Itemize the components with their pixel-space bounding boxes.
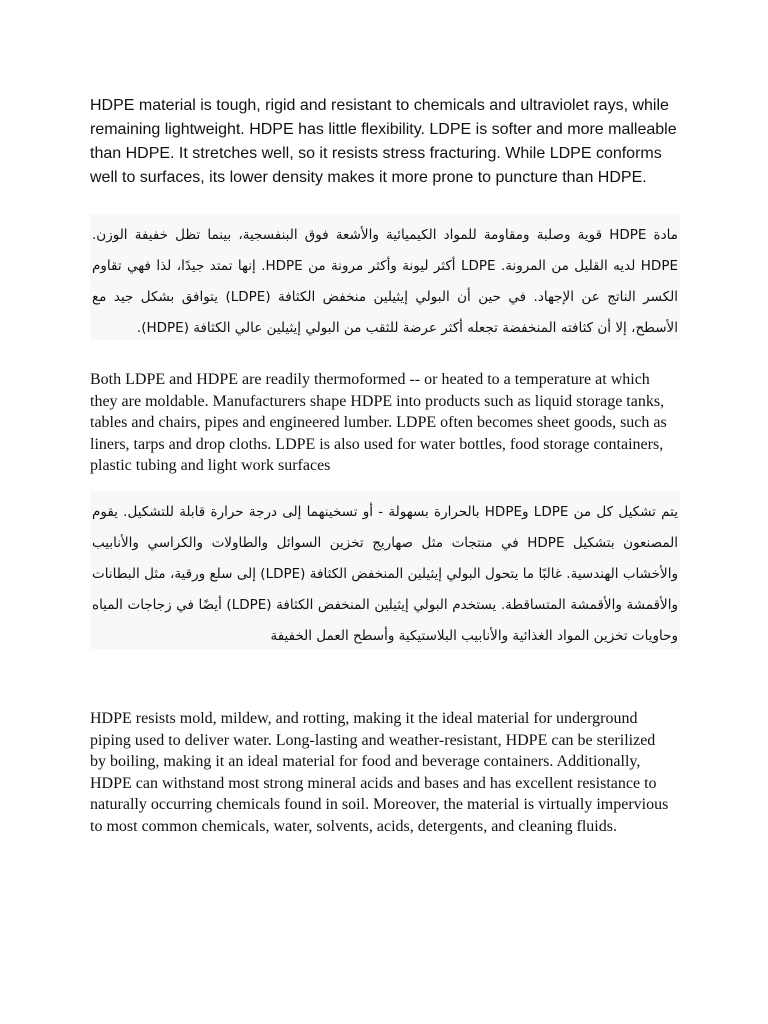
paragraph-1-english: HDPE material is tough, rigid and resistant to chemicals and ultraviolet rays, while remaining lightweight. HDPE has little flexibility. LDPE is softer and more malleable than HDPE. It stretches well, so it resists stress fracturing. While LDPE conforms well to surfaces, its lower density makes it more prone to puncture than HDPE. [90, 97, 677, 186]
paragraph-1-arabic: مادة HDPE قوية وصلبة ومقاومة للمواد الكيميائية والأشعة فوق البنفسجية، بينما تظل خفيفة الوزن. HDPE لديه القليل من المرونة. LDPE أكثر ليونة وأكثر مرونة من HDPE. إنها تمتد جيدًا، لذا فهي تقاوم الكسر الناتج عن الإجهاد. في حين أن البولي إيثيلين منخفض الكثافة (LDPE) يتوافق بشكل جيد مع الأسطح، إلا أن كثافته المنخفضة تجعله أكثر عرضة للثقب من البولي إيثيلين عالي الكثافة (HDPE). [90, 214, 680, 340]
paragraph-3-english: HDPE resists mold, mildew, and rotting, making it the ideal material for underground piping used to deliver water. Long-lasting and weather-resistant, HDPE can be sterilized by boiling, making it an ideal material for food and beverage containers. Additionally, HDPE can withstand most strong mineral acids and bases and has excellent resistance to naturally occurring chemicals found in soil. Moreover, the material is virtually impervious to most common chemicals, water, solvents, acids, detergents, and cleaning fluids. [90, 710, 669, 835]
paragraph-2-english: Both LDPE and HDPE are readily thermoformed -- or heated to a temperature at which they are moldable. Manufacturers shape HDPE into products such as liquid storage tanks, tables and chairs, pipes and engineered lumber. LDPE often becomes sheet goods, such as liners, tarps and drop cloths. LDPE is also used for water bottles, food storage containers, plastic tubing and light work surfaces [90, 371, 667, 474]
paragraph-2-arabic: يتم تشكيل كل من LDPE وHDPE بالحرارة بسهولة - أو تسخينهما إلى درجة حرارة قابلة للتشكيل. يقوم المصنعون بتشكيل HDPE في منتجات مثل صهاريج تخزين السوائل والطاولات والكراسي والأنابيب والأخشاب الهندسية. غالبًا ما يتحول البولي إيثيلين المنخفض الكثافة (LDPE) إلى سلع ورقية، مثل البطانات والأقمشة والأقمشة المتساقطة. يستخدم البولي إيثيلين المنخفض الكثافة (LDPE) أيضًا في زجاجات المياه وحاويات تخزين المواد الغذائية والأنابيب البلاستيكية وأسطح العمل الخفيفة [90, 491, 680, 649]
